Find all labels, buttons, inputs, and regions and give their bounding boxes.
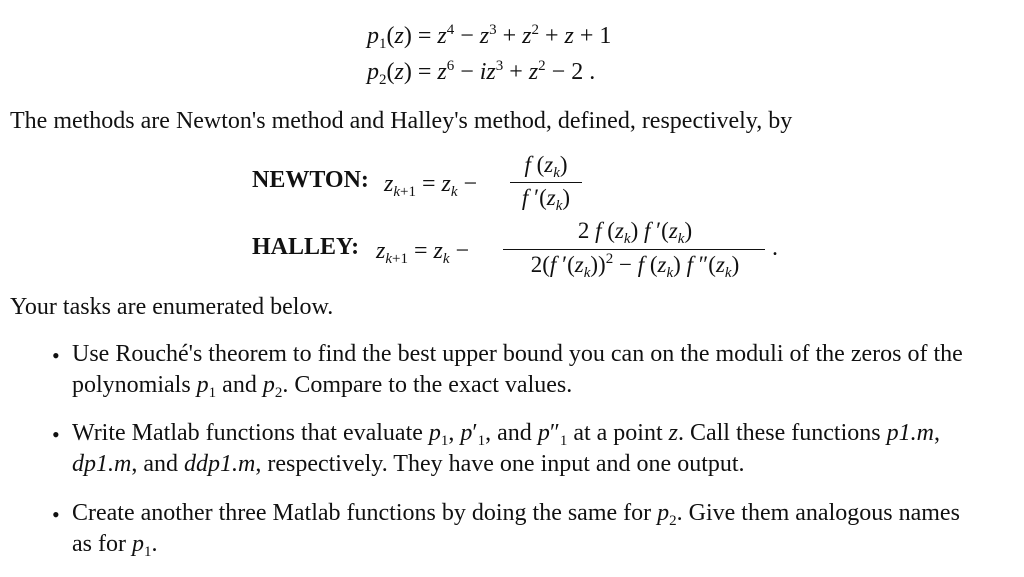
task-2-line-1: Write Matlab functions that evaluate $p_1$, $p'_1$, and $p''_1$ at a point z. Call these functions p1.m,: [72, 420, 940, 449]
halley-period: .: [772, 235, 778, 261]
newton-fraction-bar: [510, 182, 582, 183]
task-2-line-2: dp1.m, and ddp1.m, respectively. They have one input and one output.: [72, 451, 745, 477]
halley-denominator: 2(f $'(z_k))^2 - f$ $(z_k)$ f $''(z_k)$: [530, 251, 740, 281]
bullet-icon: •: [52, 502, 60, 527]
newton-numerator: f $(z_k)$: [524, 152, 568, 181]
halley-fraction-bar: [503, 249, 765, 250]
bullet-icon: •: [52, 343, 60, 368]
newton-lhs: $z_{k+1} = z_k$ −: [384, 171, 478, 200]
intro-paragraph: The methods are Newton's method and Halley's method, defined, respectively, by: [10, 108, 793, 134]
filename-dp1: dp1.m: [72, 451, 132, 477]
filename-ddp1: ddp1.m: [184, 451, 256, 477]
halley-numerator: 2 f $(z_k)$ f $'(z_k)$: [577, 218, 693, 247]
task-1-line-2: polynomials $p_1$ and $p_2$. Compare to the exact values.: [72, 372, 573, 401]
halley-label: HALLEY:: [252, 234, 360, 260]
task-1-line-1: Use Rouché's theorem to find the best upper bound you can on the moduli of the zeros of the: [72, 341, 963, 367]
bullet-icon: •: [52, 422, 60, 447]
equation-p2: $p_2(z) = z^6 - iz^3 + z^2 - 2$ .: [367, 58, 596, 88]
newton-label: NEWTON:: [252, 167, 369, 193]
newton-denominator: f $'(z_k)$: [521, 185, 571, 214]
tasks-intro: Your tasks are enumerated below.: [10, 294, 334, 320]
equation-p1: $p_1(z) = z^4 - z^3 + z^2 + z + 1$: [367, 22, 612, 52]
task-3-line-1: Create another three Matlab functions by doing the same for $p_2$. Give them analogous names: [72, 500, 960, 529]
task-3-line-2: as for $p_1$.: [72, 531, 158, 560]
filename-p1: p1.m: [886, 420, 934, 446]
halley-lhs: $z_{k+1} = z_k$ −: [376, 238, 470, 267]
